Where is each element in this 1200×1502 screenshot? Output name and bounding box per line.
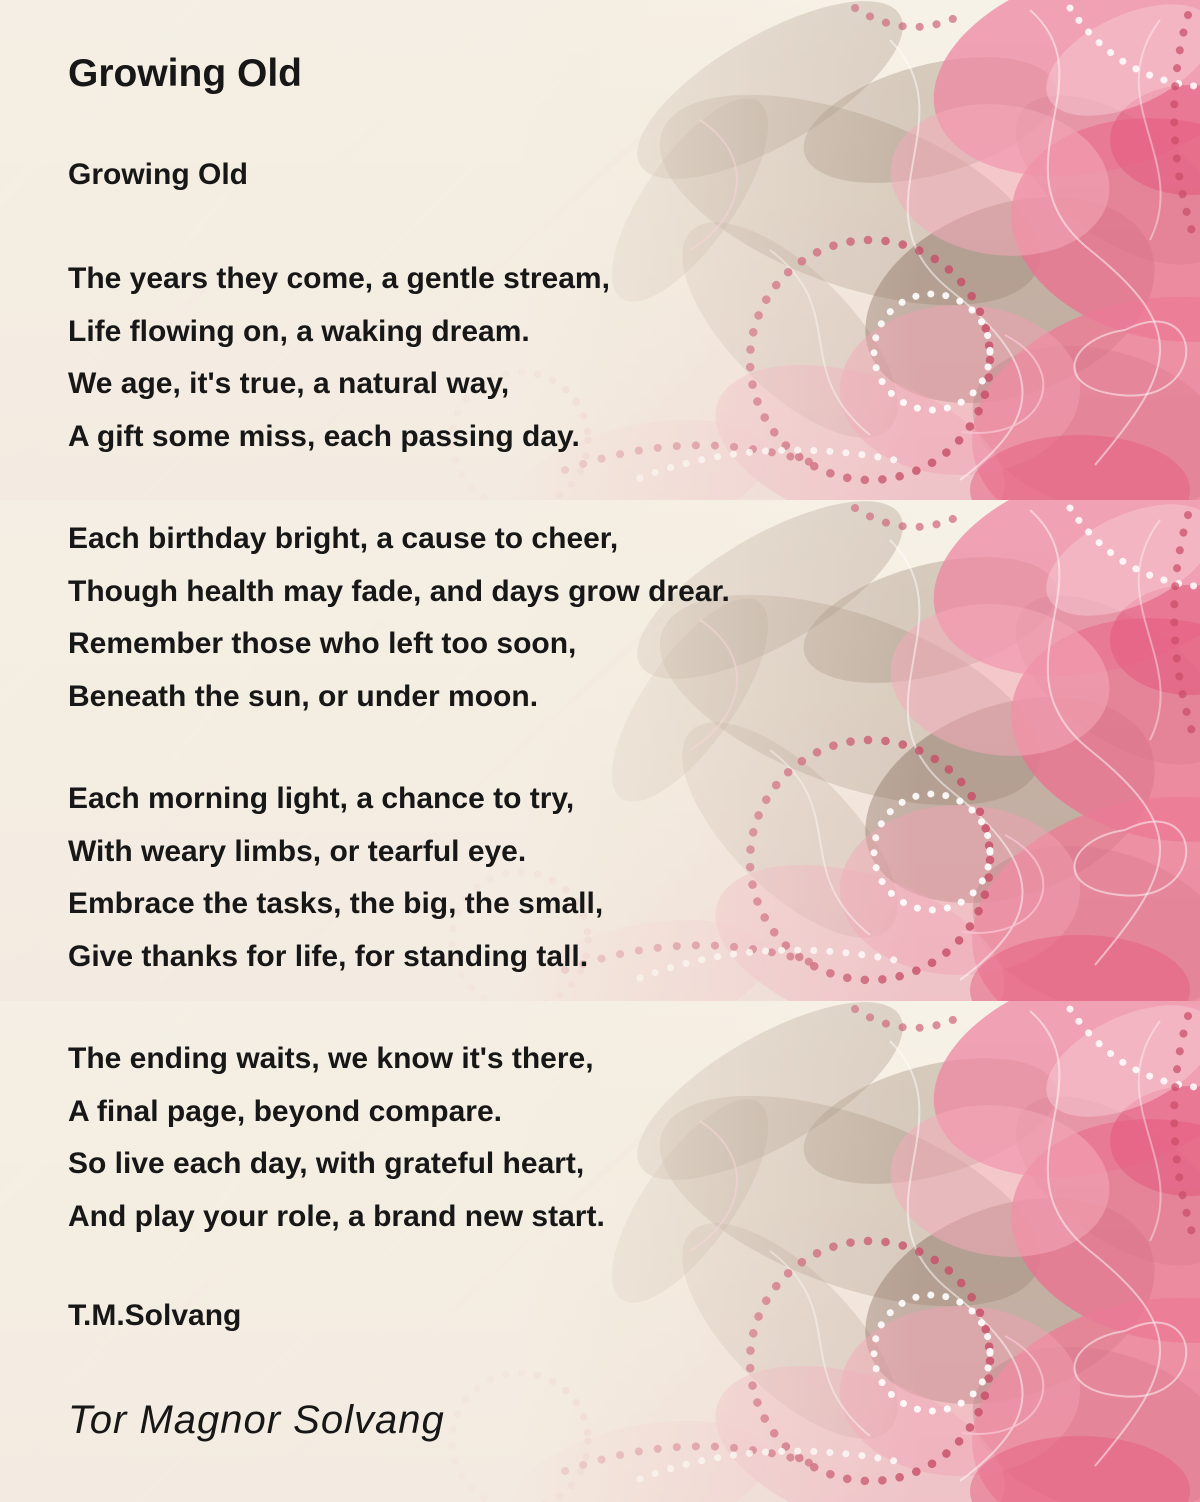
poem-line: A gift some miss, each passing day. [68,419,580,453]
poem-line: Life flowing on, a waking dream. [68,314,530,348]
author-name: Tor Magnor Solvang [68,1398,445,1442]
stanza-4 [68,1033,730,1243]
stanza-3 [68,773,730,983]
poem-body [68,253,730,1293]
stanza-1 [68,253,730,463]
poem-line: We age, it's true, a natural way, [68,367,510,400]
poem-line: So live each day, with grateful heart, [68,1147,585,1180]
stanza-2 [68,513,730,723]
poem-line: Embrace the tasks, the big, the small, [68,887,604,920]
poem-line: Beneath the sun, or under moon. [68,679,539,713]
poem-title: Growing Old [68,52,302,95]
poem-line: With weary limbs, or tearful eye. [68,834,527,868]
poem-line: And play your role, a brand new start. [68,1199,605,1233]
poem-line: Remember those who left too soon, [68,627,577,660]
author-signature: T.M.Solvang [68,1299,242,1332]
poem-line: Each birthday bright, a cause to cheer, [68,522,619,555]
poem-line: The years they come, a gentle stream, [68,262,610,295]
poem-line: The ending waits, we know it's there, [68,1042,594,1075]
poem-line: A final page, beyond compare. [68,1094,502,1128]
poem-line: Give thanks for life, for standing tall. [68,939,589,973]
poem-line: Each morning light, a chance to try, [68,782,575,815]
poem-line: Though health may fade, and days grow drear. [68,574,730,608]
poem-subtitle: Growing Old [68,158,248,191]
